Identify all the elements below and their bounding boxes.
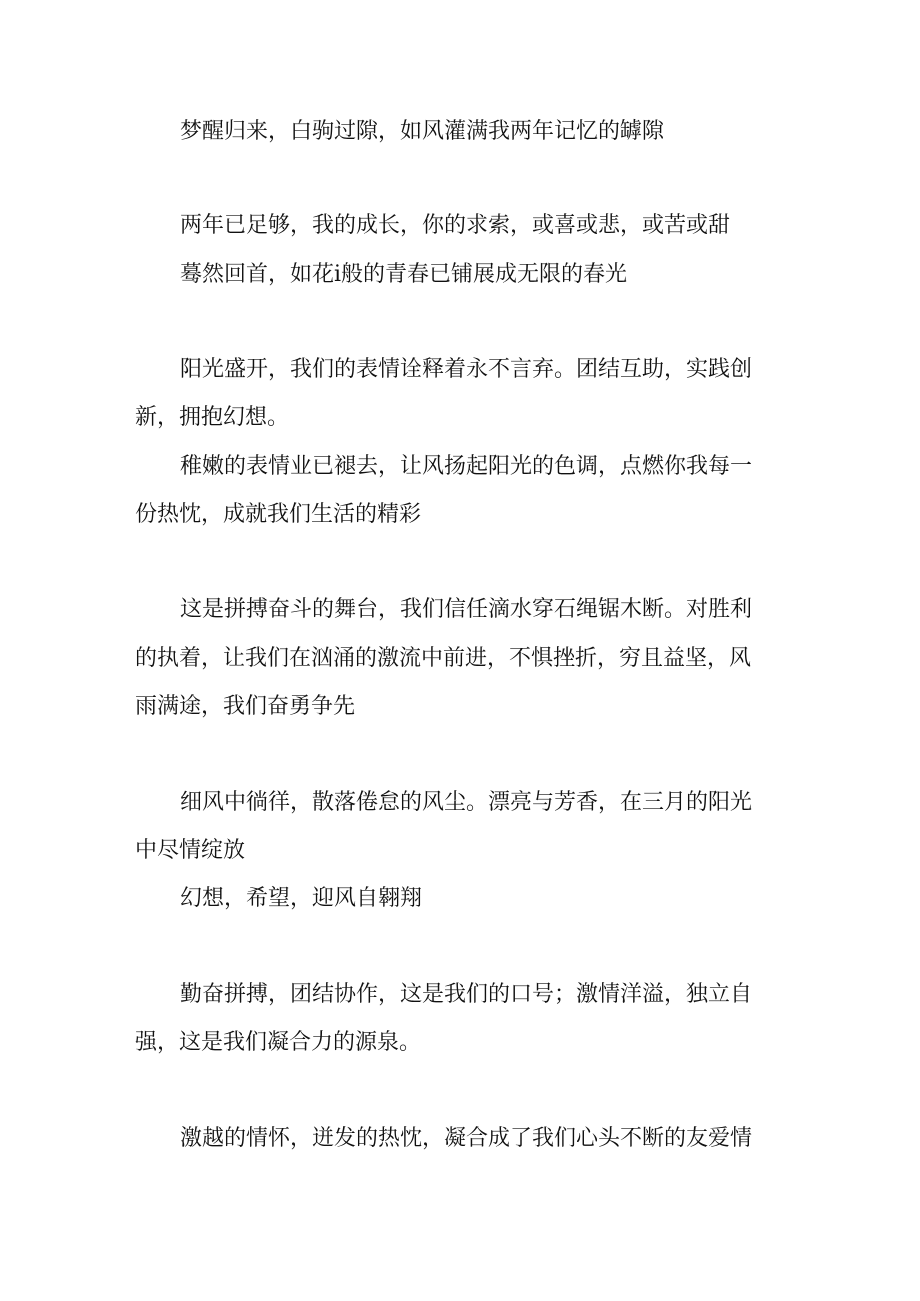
text-line: 两年已足够，我的成长，你的求索，或喜或悲，或苦或甜 (180, 213, 731, 238)
text-line: 新，拥抱幻想。 (135, 405, 290, 430)
text-line: 梦醒归来，白驹过隙，如风灌满我两年记忆的罅隙 (180, 119, 665, 144)
text-line: 蓦然回首，如花i般的青春已铺展成无限的春光 (180, 262, 628, 287)
text-line: 细风中徜徉，散落倦怠的风尘。漂亮与芳香，在三月的阳光 (180, 790, 753, 815)
text-line: 雨满途，我们奋勇争先 (135, 694, 356, 719)
text-line: 份热忱，成就我们生活的精彩 (135, 502, 422, 527)
text-line: 这是拼搏奋斗的舞台，我们信任滴水穿石绳锯木断。对胜利 (180, 597, 753, 622)
text-line: 勤奋拼搏，团结协作，这是我们的口号；激情洋溢，独立自 (180, 982, 753, 1007)
text-line: 的执着，让我们在汹涌的激流中前进，不惧挫折，穷且益坚，风 (135, 646, 752, 671)
text-line: 阳光盛开，我们的表情诠释着永不言弃。团结互助，实践创 (180, 357, 753, 382)
text-line: 幻想，希望，迎风自翱翔 (180, 886, 423, 911)
text-line: 激越的情怀，迸发的热忱，凝合成了我们心头不断的友爱情 (180, 1126, 753, 1151)
text-line: 中尽情绽放 (135, 838, 246, 863)
text-line: 强，这是我们凝合力的源泉。 (135, 1030, 422, 1055)
text-line: 稚嫩的表情业已褪去，让风扬起阳光的色调，点燃你我每一 (180, 454, 753, 479)
